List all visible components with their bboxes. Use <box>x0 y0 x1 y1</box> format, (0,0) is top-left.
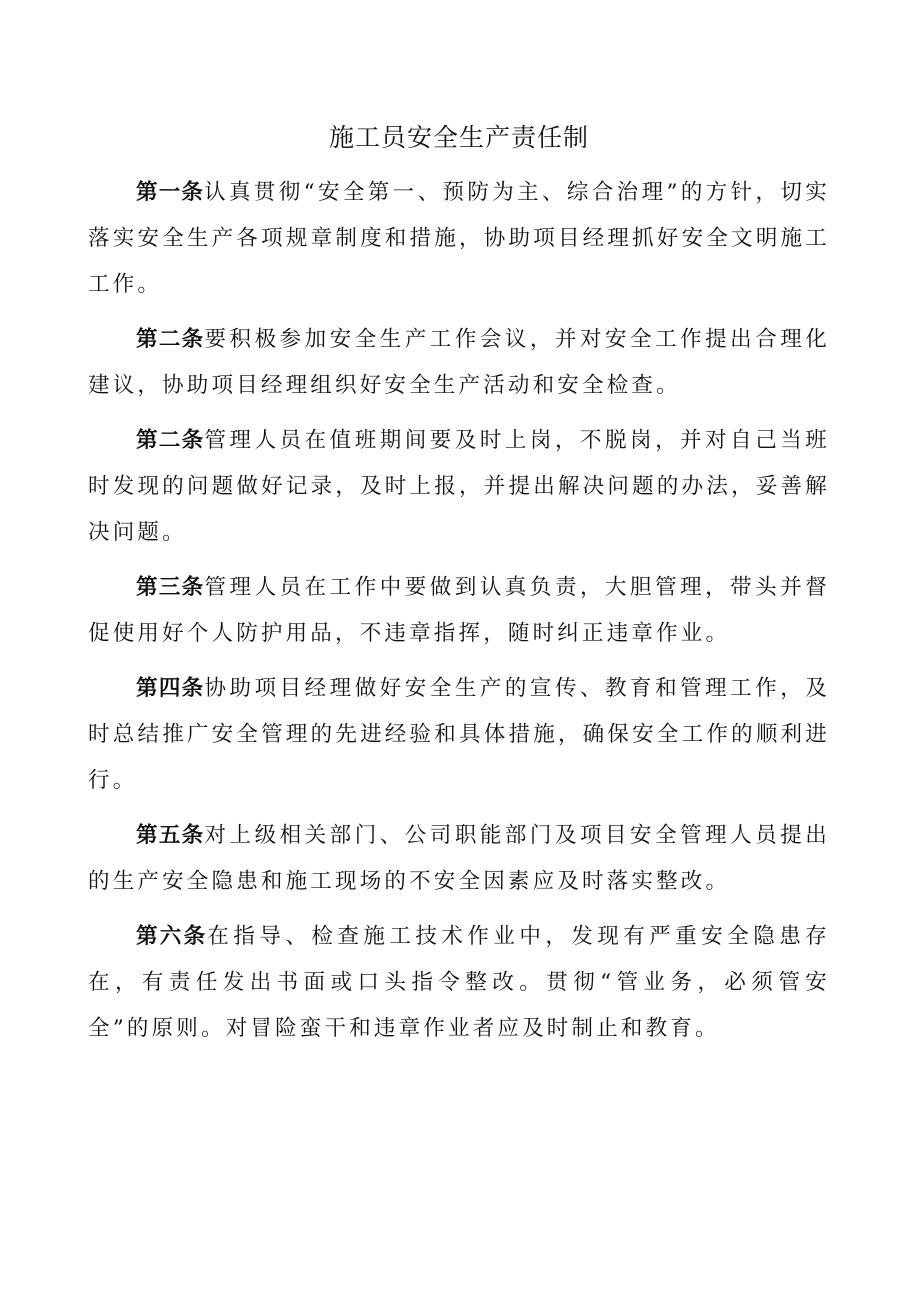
article-paragraph <box>88 418 830 556</box>
article-label: 第六条 <box>136 924 208 949</box>
article-text: 管理人员在工作中要做到认真负责，大胆管理，带头并督促使用好个人防护用品，不违章指挥，随时纠正违章作业。 <box>88 575 830 646</box>
article-text: 在指导、检查施工技术作业中，发现有严重安全隐患存在，有责任发出书面或口头指令整改。贯彻“管业务，必须管安全”的原则。对冒险蛮干和违章作业者应及时制止和教育。 <box>88 924 830 1041</box>
article-paragraph <box>88 813 830 905</box>
article-label: 第一条 <box>136 180 205 205</box>
article-paragraph <box>88 914 830 1052</box>
article-text: 协助项目经理做好安全生产的宣传、教育和管理工作，及时总结推广安全管理的先进经验和具体措施，确保安全工作的顺利进行。 <box>88 676 830 793</box>
article-label: 第四条 <box>136 676 205 701</box>
article-paragraph <box>88 565 830 657</box>
article-paragraph <box>88 317 830 409</box>
article-label: 第三条 <box>136 575 205 600</box>
article-text: 对上级相关部门、公司职能部门及项目安全管理人员提出的生产安全隐患和施工现场的不安全因素应及时落实整改。 <box>88 823 830 894</box>
article-label: 第二条 <box>136 428 205 453</box>
article-text: 管理人员在值班期间要及时上岗，不脱岗，并对自己当班时发现的问题做好记录，及时上报，并提出解决问题的办法，妥善解决问题。 <box>88 428 830 545</box>
article-text: 要积极参加安全生产工作会议，并对安全工作提出合理化建议，协助项目经理组织好安全生产活动和安全检查。 <box>88 327 830 398</box>
article-label: 第二条 <box>136 327 205 352</box>
document-title: 施工员安全生产责任制 <box>328 123 589 152</box>
article-label: 第五条 <box>136 823 205 848</box>
article-paragraph <box>88 666 830 804</box>
article-text: 认真贯彻“安全第一、预防为主、综合治理”的方针，切实落实安全生产各项规章制度和措施，协助项目经理抓好安全文明施工工作。 <box>88 180 830 297</box>
article-paragraph <box>88 170 830 308</box>
